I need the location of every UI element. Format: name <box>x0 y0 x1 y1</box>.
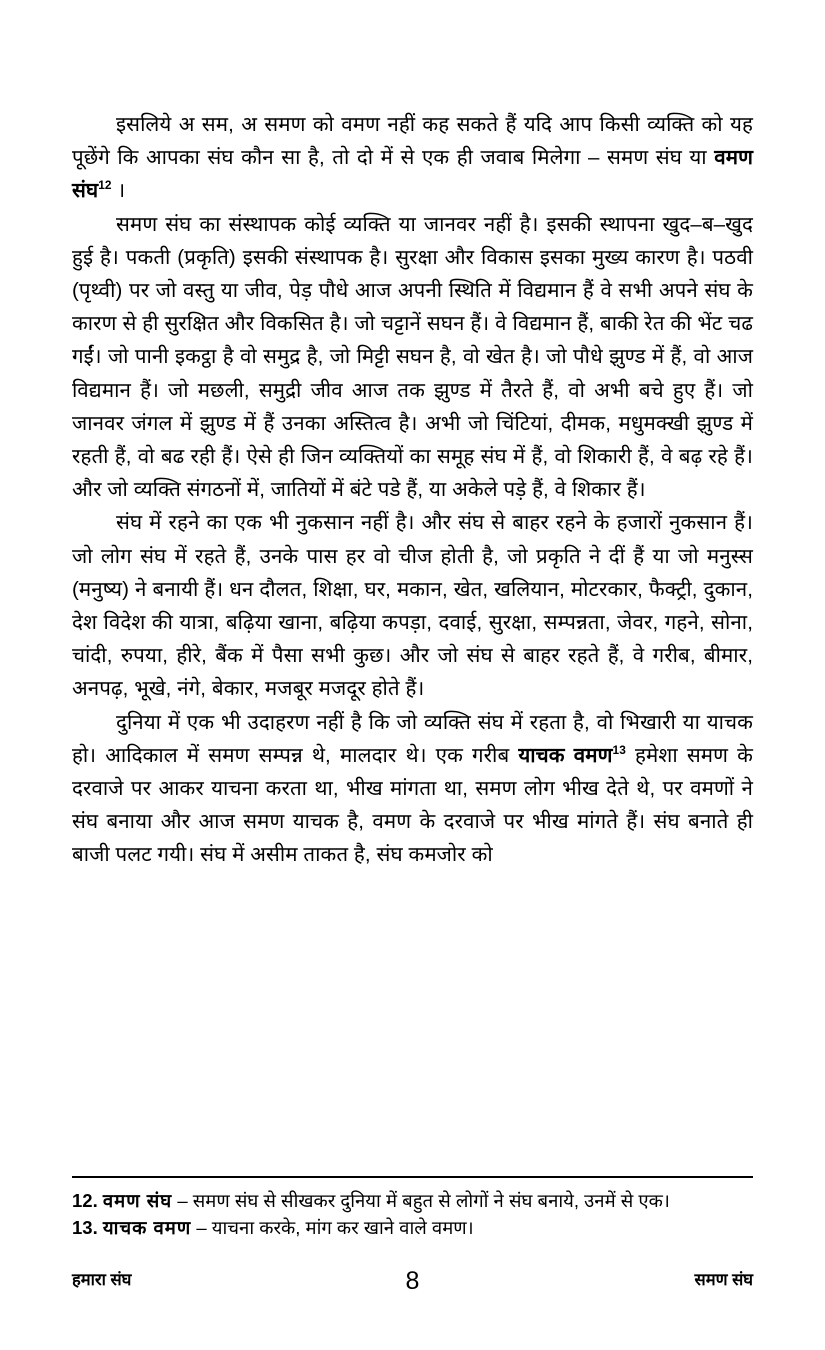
footnote-13-text: याचना करके, मांग कर खाने वाले वमण। <box>211 1217 474 1239</box>
footnote-13 <box>72 1214 753 1242</box>
footnote-ref-13: 13 <box>612 743 626 758</box>
footnote-13-number: 13. <box>72 1217 98 1239</box>
body-text-block <box>72 108 753 872</box>
paragraph-1-text: इसलिये अ सम, अ समण को वमण नहीं कह सकते हैं यदि आप किसी व्यक्ति को यह पूछेंगे कि आपका संघ कौन सा है, तो दो में से एक ही जवाब मिलेगा – समण संघ या <box>72 113 753 170</box>
footnote-divider <box>72 1176 753 1178</box>
paragraph-1-tail: । <box>111 179 126 203</box>
paragraph-4-text: दुनिया में एक भी उदाहरण नहीं है कि जो व्यक्ति संघ में रहता है, वो भिखारी या याचक हो। आदिकाल में समण सम्पन्न थे, मालदार थे। एक गरीब <box>72 710 753 767</box>
paragraph-3 <box>72 506 753 705</box>
footnote-12-number: 12. <box>72 1189 98 1211</box>
paragraph-2 <box>72 208 753 507</box>
footer-left-label: हमारा संघ <box>72 1271 132 1289</box>
page-footer <box>72 1267 753 1295</box>
paragraph-4-tail: हमेशा समण के दरवाजे पर आकर याचना करता था, भीख मांगता था, समण लोग भीख देते थे, पर वमणों ने संघ बनाया और आज समण याचक है, वमण के दरवाजे पर भीख मांगते हैं। संघ बनाते ही बाजी पलट गयी। संघ में असीम ताकत है, संघ कमजोर को <box>72 743 753 867</box>
footnote-13-term: याचक वमण <box>102 1217 192 1239</box>
footnote-12 <box>72 1187 753 1215</box>
paragraph-1 <box>72 108 753 208</box>
footnote-ref-12: 12 <box>98 178 112 193</box>
paragraph-1-bold-term: वमण संघ <box>72 146 753 203</box>
footnote-13-dash: – <box>196 1217 207 1239</box>
paragraph-3-text: संघ में रहने का एक भी नुकसान नहीं है। और संघ से बाहर रहने के हजारों नुकसान हैं। जो लोग संघ में रहते हैं, उनके पास हर वो चीज होती है, जो प्रकृति ने दीं हैं या जो मनुस्स (मनुष्य) ने बनायी हैं। धन दौलत, शिक्षा, घर, मकान, खेत, खलियान, मोटरकार, फैक्ट्री, दुकान, देश विदेश की यात्रा, बढ़िया खाना, बढ़िया कपड़ा, दवाई, सुरक्षा, सम्पन्नता, जेवर, गहने, सोना, चांदी, रुपया, हीरे, बैंक में पैसा सभी कुछ। और जो संघ से बाहर रहते हैं, वे गरीब, बीमार, अनपढ़, भूखे, नंगे, बेकार, मजबूर मजदूर होते हैं। <box>72 511 753 701</box>
footnote-12-dash: – <box>177 1189 188 1211</box>
paragraph-2-text: समण संघ का संस्थापक कोई व्यक्ति या जानवर नहीं है। इसकी स्थापना खुद–ब–खुद हुई है। पकती (प्रकृति) इसकी संस्थापक है। सुरक्षा और विकास इसका मुख्य कारण है। पठवी (पृथ्वी) पर जो वस्तु या जीव, पेड़ पौधे आज अपनी स्थिति में विद्यमान हैं वे सभी अपने संघ के कारण से ही सुरक्षित और विकसित है। जो चट्टानें सघन हैं। वे विद्यमान हैं, बाकी रेत की भेंट चढ गईं। जो पानी इकट्ठा है वो समुद्र है, जो मिट्टी सघन है, वो खेत है। जो पौधे झुण्ड में हैं, वो आज विद्यमान हैं। जो मछली, समुद्री जीव आज तक झुण्ड में तैरते हैं, वो अभी बचे हुए हैं। जो जानवर जंगल में झुण्ड में हैं उनका अस्तित्व है। अभी जो चिंटियां, दीमक, मधुमक्खी झुण्ड में रहती हैं, वो बढ रही हैं। ऐसे ही जिन व्यक्तियों का समूह संघ में हैं, वो शिकारी हैं, वे बढ़ रहे हैं। और जो व्यक्ति संगठनों में, जातियों में बंटे पडे हैं, या अकेले पड़े हैं, वे शिकार हैं। <box>72 212 753 502</box>
footnote-12-term: वमण संघ <box>102 1189 173 1211</box>
paragraph-4-bold-term: याचक वमण <box>518 743 613 767</box>
paragraph-4 <box>72 706 753 872</box>
footer-right-label: समण संघ <box>694 1271 753 1289</box>
page-number: 8 <box>405 1267 420 1295</box>
footnote-12-text: समण संघ से सीखकर दुनिया में बहुत से लोगों ने संघ बनाये, उनमें से एक। <box>192 1189 670 1211</box>
footnotes-section <box>72 1176 753 1243</box>
